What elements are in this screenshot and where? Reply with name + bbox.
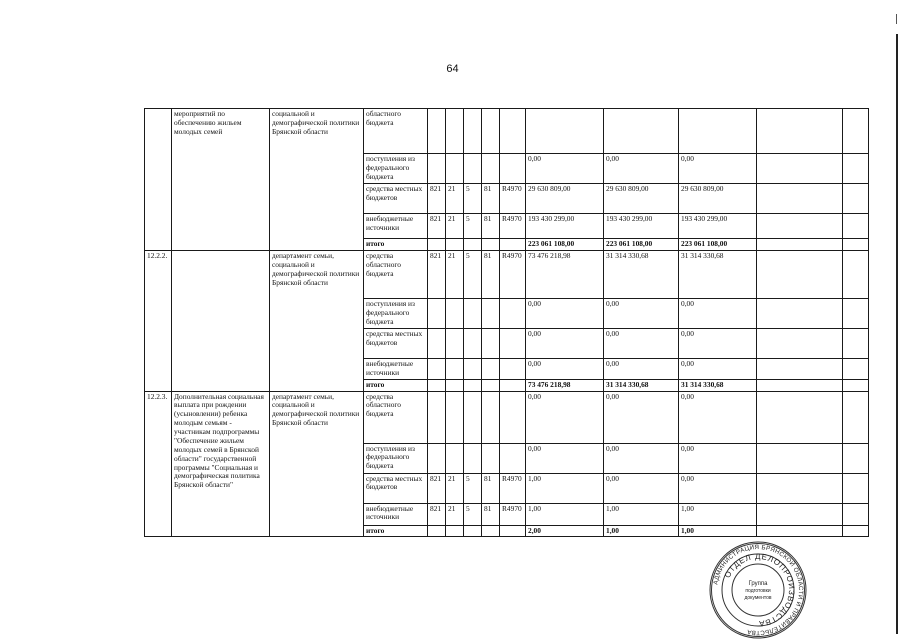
notes-cell-a <box>757 525 843 537</box>
amount-cell-v1: 0,00 <box>526 443 604 473</box>
code-cell-c4: 81 <box>482 503 500 525</box>
funding-source-cell: средства областного бюджета <box>364 391 428 443</box>
code-cell-c1 <box>428 525 446 537</box>
funding-source-cell: средства местных бюджетов <box>364 473 428 503</box>
funding-source-cell: внебюджетные источники <box>364 503 428 525</box>
code-cell-c1 <box>428 328 446 358</box>
funding-source-cell: областного бюджета <box>364 109 428 154</box>
code-cell-c2: 21 <box>446 214 464 239</box>
amount-cell-v1: 223 061 108,00 <box>526 239 604 251</box>
code-cell-c2 <box>446 154 464 184</box>
code-cell-c1 <box>428 154 446 184</box>
code-cell-c2 <box>446 239 464 251</box>
code-cell-c5: R4970 <box>500 250 526 298</box>
code-cell-c5 <box>500 109 526 154</box>
code-cell-c5 <box>500 298 526 328</box>
code-cell-c4 <box>482 443 500 473</box>
code-cell-c4 <box>482 298 500 328</box>
notes-cell-b <box>843 154 869 184</box>
amount-cell-v3: 31 314 330,68 <box>679 379 757 391</box>
funding-source-cell: средства местных бюджетов <box>364 328 428 358</box>
code-cell-c3: 5 <box>464 503 482 525</box>
amount-cell-v2 <box>604 109 679 154</box>
code-cell-c4 <box>482 239 500 251</box>
scan-edge-line <box>896 34 898 634</box>
code-cell-c3 <box>464 525 482 537</box>
code-cell-c3 <box>464 109 482 154</box>
amount-cell-v1: 193 430 299,00 <box>526 214 604 239</box>
code-cell-c2 <box>446 443 464 473</box>
amount-cell-v1: 0,00 <box>526 298 604 328</box>
notes-cell-a <box>757 379 843 391</box>
code-cell-c1: 821 <box>428 184 446 214</box>
notes-cell-b <box>843 473 869 503</box>
notes-cell-a <box>757 391 843 443</box>
notes-cell-b <box>843 109 869 154</box>
amount-cell-v2: 0,00 <box>604 443 679 473</box>
code-cell-c1 <box>428 358 446 379</box>
table-row <box>145 250 869 298</box>
code-cell-c3 <box>464 298 482 328</box>
code-cell-c3: 5 <box>464 214 482 239</box>
code-cell-c1 <box>428 298 446 328</box>
notes-cell-a <box>757 214 843 239</box>
page-number: 64 <box>446 63 459 75</box>
notes-cell-a <box>757 328 843 358</box>
funding-source-cell: внебюджетные источники <box>364 358 428 379</box>
code-cell-c4 <box>482 391 500 443</box>
code-cell-c4 <box>482 328 500 358</box>
amount-cell-v3: 0,00 <box>679 443 757 473</box>
amount-cell-v2: 31 314 330,68 <box>604 250 679 298</box>
code-cell-c4 <box>482 525 500 537</box>
funding-source-cell: средства местных бюджетов <box>364 184 428 214</box>
budget-table <box>144 108 869 537</box>
funding-source-cell: внебюджетные источники <box>364 214 428 239</box>
notes-cell-a <box>757 358 843 379</box>
amount-cell-v2: 29 630 809,00 <box>604 184 679 214</box>
amount-cell-v3: 0,00 <box>679 154 757 184</box>
code-cell-c5: R4970 <box>500 214 526 239</box>
amount-cell-v1: 0,00 <box>526 154 604 184</box>
code-cell-c5 <box>500 525 526 537</box>
stamp-center-line-1: Группа <box>748 581 768 587</box>
code-cell-c3: 5 <box>464 184 482 214</box>
notes-cell-a <box>757 184 843 214</box>
amount-cell-v2: 0,00 <box>604 154 679 184</box>
amount-cell-v2: 0,00 <box>604 473 679 503</box>
notes-cell-a <box>757 250 843 298</box>
amount-cell-v3: 0,00 <box>679 298 757 328</box>
amount-cell-v2: 193 430 299,00 <box>604 214 679 239</box>
code-cell-c4: 81 <box>482 214 500 239</box>
code-cell-c2: 21 <box>446 250 464 298</box>
notes-cell-a <box>757 109 843 154</box>
department-cell: департамент семьи, социальной и демографической политики Брянской области <box>270 391 364 537</box>
code-cell-c3 <box>464 328 482 358</box>
code-cell-c1 <box>428 379 446 391</box>
code-cell-c4 <box>482 358 500 379</box>
code-cell-c3: 5 <box>464 250 482 298</box>
department-cell: департамент семьи, социальной и демографической политики Брянской области <box>270 250 364 391</box>
amount-cell-v3: 29 630 809,00 <box>679 184 757 214</box>
code-cell-c5: R4970 <box>500 503 526 525</box>
item-number-cell: 12.2.3. <box>145 391 172 537</box>
funding-source-cell: итого <box>364 525 428 537</box>
stamp-outer-text: АДМИНИСТРАЦИЯ БРЯНСКОЙ ОБЛАСТИ И ПРАВИТЕЛЬСТВА <box>712 543 805 637</box>
code-cell-c3 <box>464 443 482 473</box>
code-cell-c3 <box>464 391 482 443</box>
code-cell-c5 <box>500 328 526 358</box>
item-name-cell: мероприятий по обеспечению жильем молодых семей <box>172 109 270 251</box>
code-cell-c2: 21 <box>446 503 464 525</box>
code-cell-c5 <box>500 239 526 251</box>
code-cell-c4: 81 <box>482 473 500 503</box>
amount-cell-v1: 0,00 <box>526 358 604 379</box>
amount-cell-v1: 0,00 <box>526 391 604 443</box>
code-cell-c2 <box>446 328 464 358</box>
code-cell-c5 <box>500 391 526 443</box>
amount-cell-v1: 2,00 <box>526 525 604 537</box>
code-cell-c5 <box>500 443 526 473</box>
funding-source-cell: поступления из федерального бюджета <box>364 154 428 184</box>
amount-cell-v3: 193 430 299,00 <box>679 214 757 239</box>
notes-cell-b <box>843 391 869 443</box>
amount-cell-v1 <box>526 109 604 154</box>
notes-cell-b <box>843 525 869 537</box>
code-cell-c5: R4970 <box>500 184 526 214</box>
code-cell-c2: 21 <box>446 184 464 214</box>
code-cell-c1 <box>428 109 446 154</box>
funding-source-cell: поступления из федерального бюджета <box>364 443 428 473</box>
funding-source-cell: итого <box>364 239 428 251</box>
notes-cell-a <box>757 473 843 503</box>
code-cell-c5: R4970 <box>500 473 526 503</box>
code-cell-c1: 821 <box>428 214 446 239</box>
amount-cell-v3: 31 314 330,68 <box>679 250 757 298</box>
amount-cell-v2: 1,00 <box>604 525 679 537</box>
code-cell-c1 <box>428 443 446 473</box>
item-name-cell <box>172 250 270 391</box>
amount-cell-v2: 0,00 <box>604 328 679 358</box>
stamp-middle-text: ОТДЕЛ ДЕЛОПРОИЗВОДСТВА <box>722 551 797 629</box>
notes-cell-b <box>843 358 869 379</box>
code-cell-c1: 821 <box>428 250 446 298</box>
notes-cell-a <box>757 443 843 473</box>
amount-cell-v2: 223 061 108,00 <box>604 239 679 251</box>
amount-cell-v3: 223 061 108,00 <box>679 239 757 251</box>
amount-cell-v1: 73 476 218,98 <box>526 250 604 298</box>
amount-cell-v3: 0,00 <box>679 473 757 503</box>
amount-cell-v3: 0,00 <box>679 391 757 443</box>
code-cell-c2: 21 <box>446 473 464 503</box>
code-cell-c3 <box>464 154 482 184</box>
stamp-center-line-3: документов <box>744 595 772 601</box>
code-cell-c2 <box>446 391 464 443</box>
code-cell-c2 <box>446 109 464 154</box>
code-cell-c2 <box>446 379 464 391</box>
stamp-center-line-2: подготовки <box>745 588 771 594</box>
code-cell-c5 <box>500 358 526 379</box>
funding-source-cell: итого <box>364 379 428 391</box>
notes-cell-a <box>757 239 843 251</box>
amount-cell-v3: 0,00 <box>679 358 757 379</box>
code-cell-c2 <box>446 525 464 537</box>
notes-cell-a <box>757 154 843 184</box>
notes-cell-b <box>843 328 869 358</box>
official-stamp <box>708 540 808 640</box>
amount-cell-v1: 0,00 <box>526 328 604 358</box>
amount-cell-v2: 0,00 <box>604 298 679 328</box>
notes-cell-b <box>843 379 869 391</box>
code-cell-c1: 821 <box>428 473 446 503</box>
amount-cell-v2: 31 314 330,68 <box>604 379 679 391</box>
code-cell-c1 <box>428 391 446 443</box>
code-cell-c5 <box>500 379 526 391</box>
code-cell-c4: 81 <box>482 184 500 214</box>
amount-cell-v1: 1,00 <box>526 473 604 503</box>
notes-cell-a <box>757 503 843 525</box>
item-number-cell <box>145 109 172 251</box>
code-cell-c3: 5 <box>464 473 482 503</box>
funding-source-cell: поступления из федерального бюджета <box>364 298 428 328</box>
code-cell-c1 <box>428 239 446 251</box>
code-cell-c3 <box>464 358 482 379</box>
notes-cell-b <box>843 298 869 328</box>
amount-cell-v1: 73 476 218,98 <box>526 379 604 391</box>
notes-cell-a <box>757 298 843 328</box>
code-cell-c4 <box>482 109 500 154</box>
table-row <box>145 391 869 443</box>
amount-cell-v1: 29 630 809,00 <box>526 184 604 214</box>
notes-cell-b <box>843 214 869 239</box>
notes-cell-b <box>843 184 869 214</box>
amount-cell-v3: 1,00 <box>679 503 757 525</box>
code-cell-c3 <box>464 239 482 251</box>
amount-cell-v2: 1,00 <box>604 503 679 525</box>
notes-cell-b <box>843 443 869 473</box>
code-cell-c1: 821 <box>428 503 446 525</box>
notes-cell-b <box>843 239 869 251</box>
funding-source-cell: средства областного бюджета <box>364 250 428 298</box>
table-row <box>145 109 869 154</box>
amount-cell-v3 <box>679 109 757 154</box>
amount-cell-v2: 0,00 <box>604 358 679 379</box>
code-cell-c4 <box>482 154 500 184</box>
code-cell-c3 <box>464 379 482 391</box>
notes-cell-b <box>843 250 869 298</box>
code-cell-c2 <box>446 358 464 379</box>
amount-cell-v1: 1,00 <box>526 503 604 525</box>
code-cell-c2 <box>446 298 464 328</box>
department-cell: социальной и демографической политики Брянской области <box>270 109 364 251</box>
amount-cell-v3: 0,00 <box>679 328 757 358</box>
code-cell-c4: 81 <box>482 250 500 298</box>
notes-cell-b <box>843 503 869 525</box>
item-name-cell: Дополнительная социальная выплата при рождении (усыновлении) ребенка молодым семьям - участникам подпрограммы "Обеспечение жильем молодых семей в Брянской области" государственной программы "Социальная и демографическая политика Брянской области" <box>172 391 270 537</box>
code-cell-c4 <box>482 379 500 391</box>
scan-mark <box>896 14 897 24</box>
item-number-cell: 12.2.2. <box>145 250 172 391</box>
code-cell-c5 <box>500 154 526 184</box>
amount-cell-v3: 1,00 <box>679 525 757 537</box>
amount-cell-v2: 0,00 <box>604 391 679 443</box>
